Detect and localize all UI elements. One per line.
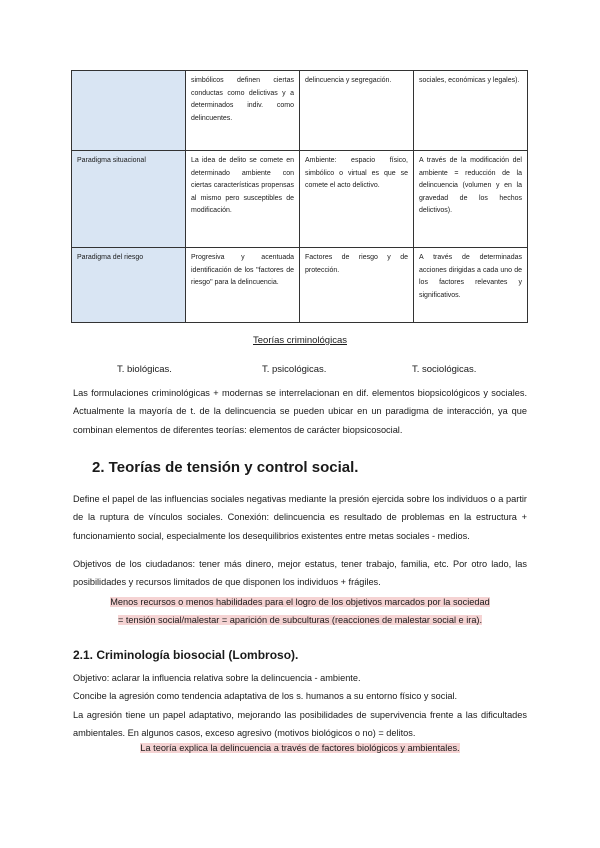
table-cell: La idea de delito se comete en determinado ambiente con ciertas características propensas al mismo pero susceptibles de modificación. bbox=[186, 151, 300, 248]
table-row bbox=[72, 151, 528, 248]
paragraph bbox=[73, 669, 527, 743]
paragraph: Define el papel de las influencias sociales negativas mediante la presión ejercida sobre los individuos o a partir de la ruptura de vínculos sociales. Conexión: delincuencia es resultado de problemas en la estructura + funcionamiento social, especialmente los desequilibrios existentes entre metas sociales - medios. bbox=[73, 494, 527, 541]
table-cell: A través de la modificación del ambiente = reducción de la delincuencia (volumen y en la gravedad de los hechos delictivos). bbox=[414, 151, 528, 248]
text-line: La agresión tiene un papel adaptativo, mejorando las posibilidades de supervivencia frente a las dificultades ambientales. En algunos casos, exceso agresivo (motivos biológicos o no) = delitos. bbox=[73, 709, 527, 739]
theory-item: T. psicológicas. bbox=[262, 364, 327, 375]
highlight-line bbox=[0, 743, 600, 753]
table-row bbox=[72, 71, 528, 151]
highlight-text: La teoría explica la delincuencia a través de factores biológicos y ambientales. bbox=[140, 743, 460, 753]
highlight-line bbox=[0, 615, 600, 625]
table-cell: delincuencia y segregación. bbox=[300, 71, 414, 151]
text-line: Concibe la agresión como tendencia adaptativa de los s. humanos a su entorno físico y social. bbox=[73, 691, 458, 702]
table-cell: Factores de riesgo y de protección. bbox=[300, 248, 414, 323]
table-cell: Progresiva y acentuada identificación de los "factores de riesgo" para la delincuencia. bbox=[186, 248, 300, 323]
theory-item: T. biológicas. bbox=[117, 364, 172, 375]
table-cell: sociales, económicas y legales). bbox=[414, 71, 528, 151]
table-cell: Ambiente: espacio físico, simbólico o virtual es que se comete el acto delictivo. bbox=[300, 151, 414, 248]
paradigm-table bbox=[71, 70, 528, 323]
table-row-header: Paradigma situacional bbox=[72, 151, 186, 248]
subsection-heading: 2.1. Criminología biosocial (Lombroso). bbox=[73, 648, 299, 662]
table-row bbox=[72, 248, 528, 323]
highlight-text: = tensión social/malestar = aparición de subculturas (reacciones de malestar social e ira). bbox=[117, 615, 483, 625]
paragraph: Objetivos de los ciudadanos: tener más dinero, mejor estatus, tener trabajo, familia, etc. Por otro lado, las posibilidades y recursos limitados de que disponen los individuos + frágiles. bbox=[73, 559, 527, 588]
theories-title: Teorías criminológicas bbox=[253, 335, 347, 346]
table-cell: simbólicos definen ciertas conductas como delictivas y a determinados indiv. como delincuentes. bbox=[186, 71, 300, 151]
table-row-header: Paradigma del riesgo bbox=[72, 248, 186, 323]
theory-item: T. sociológicas. bbox=[412, 364, 477, 375]
highlight-text: Menos recursos o menos habilidades para el logro de los objetivos marcados por la sociedad bbox=[110, 597, 490, 607]
text-line: Objetivo: aclarar la influencia relativa sobre la delincuencia - ambiente. bbox=[73, 673, 361, 683]
section-heading: 2. Teorías de tensión y control social. bbox=[92, 459, 359, 476]
table-cell bbox=[72, 71, 186, 151]
table-cell: A través de determinadas acciones dirigidas a cada uno de los factores relevantes y significativos. bbox=[414, 248, 528, 323]
highlight-line bbox=[0, 597, 600, 607]
paragraph: Las formulaciones criminológicas + modernas se interrelacionan en dif. elementos biopsicológicos y sociales. Actualmente la mayoría de t. de la delincuencia se pueden ubicar en un paradigma de interacción, ya que combinan elementos de diferentes teorías: elementos de carácter biopsicosocial. bbox=[73, 388, 527, 435]
